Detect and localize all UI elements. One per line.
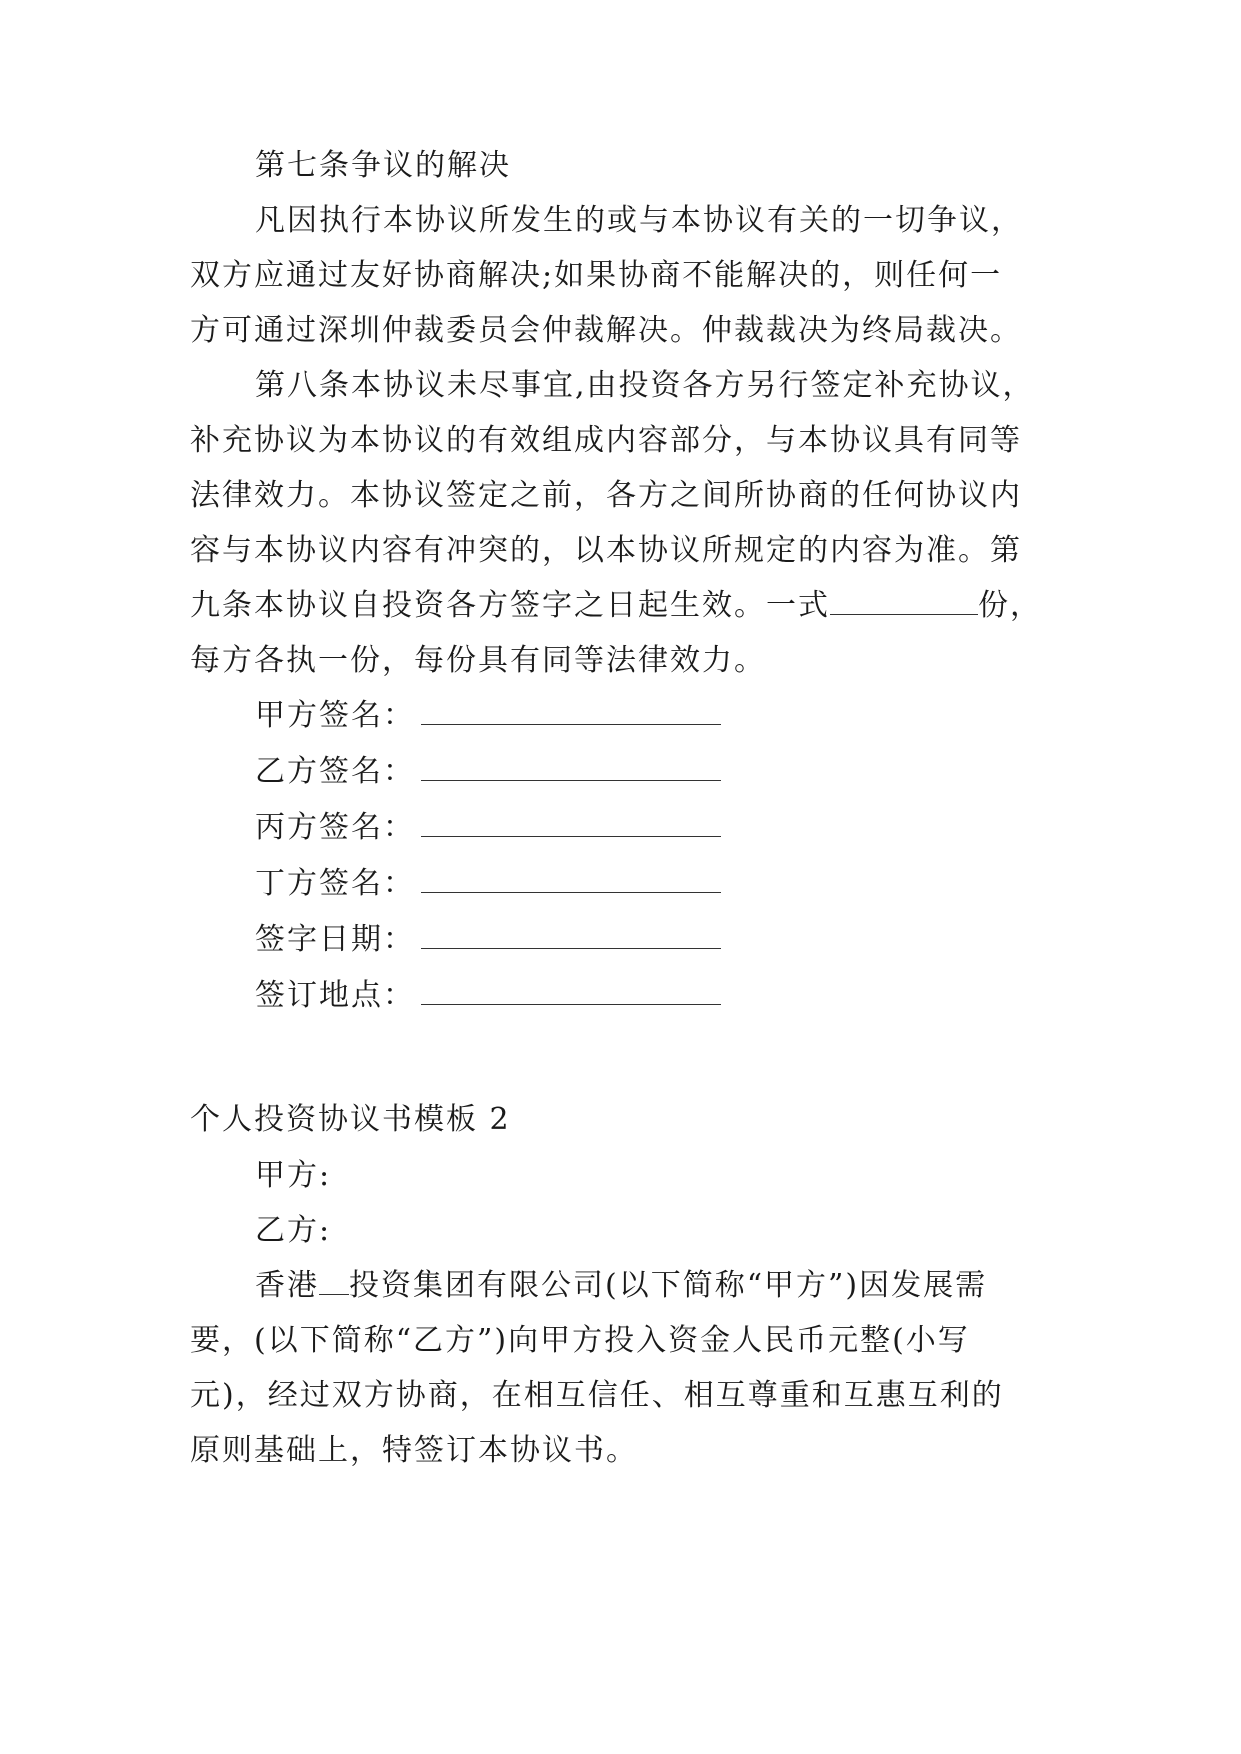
- signature-label: 签字日期：: [255, 922, 415, 957]
- article-7-line-1: 凡因执行本协议所发生的或与本协议有关的一切争议，: [255, 203, 1023, 238]
- section-2-para-line-2: 要，(以下简称“乙方”)向甲方投入资金人民币元整(小写: [190, 1323, 970, 1358]
- signature-blank: [421, 696, 721, 725]
- signature-blank: [421, 920, 721, 949]
- signature-row-party-c: [255, 808, 721, 848]
- party-b-label: 乙方:: [255, 1213, 332, 1248]
- article-8-line-2: 补充协议为本协议的有效组成内容部分，与本协议具有同等: [190, 423, 1022, 458]
- article-9-text-b: 份，: [978, 588, 1042, 623]
- company-name-blank: [319, 1268, 349, 1295]
- article-8-line-1: 第八条本协议未尽事宜,由投资各方另行签定补充协议，: [255, 368, 1035, 403]
- article-8-line-4: 容与本协议内容有冲突的，以本协议所规定的内容为准。第: [190, 533, 1022, 568]
- article-9-line-2: 每方各执一份，每份具有同等法律效力。: [190, 643, 766, 678]
- signature-label: 丙方签名：: [255, 810, 415, 845]
- signature-row-party-d: [255, 864, 721, 904]
- article-7-title: 第七条争议的解决: [255, 148, 511, 183]
- signature-blank: [421, 976, 721, 1005]
- signature-row-party-a: [255, 696, 721, 736]
- signature-row-party-b: [255, 752, 721, 792]
- signature-label: 乙方签名：: [255, 754, 415, 789]
- section-2-para-line-3: 元)，经过双方协商，在相互信任、相互尊重和互惠互利的: [190, 1378, 1004, 1413]
- party-a-label: 甲方:: [255, 1158, 332, 1193]
- article-7-line-3: 方可通过深圳仲裁委员会仲裁解决。仲裁裁决为终局裁决。: [190, 313, 1022, 348]
- signature-blank: [421, 808, 721, 837]
- para-text-b: 投资集团有限公司(以下简称“甲方”)因发展需: [349, 1268, 988, 1303]
- article-9-text-a: 九条本协议自投资各方签字之日起生效。一式: [190, 588, 830, 623]
- signature-row-place: [255, 976, 721, 1016]
- signature-blank: [421, 752, 721, 781]
- signature-label: 甲方签名：: [255, 698, 415, 733]
- copies-blank: [830, 588, 978, 615]
- signature-blank: [421, 864, 721, 893]
- signature-row-date: [255, 920, 721, 960]
- article-7-line-2: 双方应通过友好协商解决;如果协商不能解决的，则任何一: [190, 258, 1003, 293]
- article-9-line-1: [190, 586, 1042, 626]
- article-8-line-3: 法律效力。本协议签定之前，各方之间所协商的任何协议内: [190, 478, 1022, 513]
- section-2-para-line-4: 原则基础上，特签订本协议书。: [190, 1433, 638, 1468]
- section-2-para-line-1: [255, 1266, 987, 1306]
- signature-label: 签订地点：: [255, 978, 415, 1013]
- signature-label: 丁方签名：: [255, 866, 415, 901]
- para-text-a: 香港: [255, 1268, 319, 1303]
- section-2-title: 个人投资协议书模板 2: [190, 1102, 511, 1137]
